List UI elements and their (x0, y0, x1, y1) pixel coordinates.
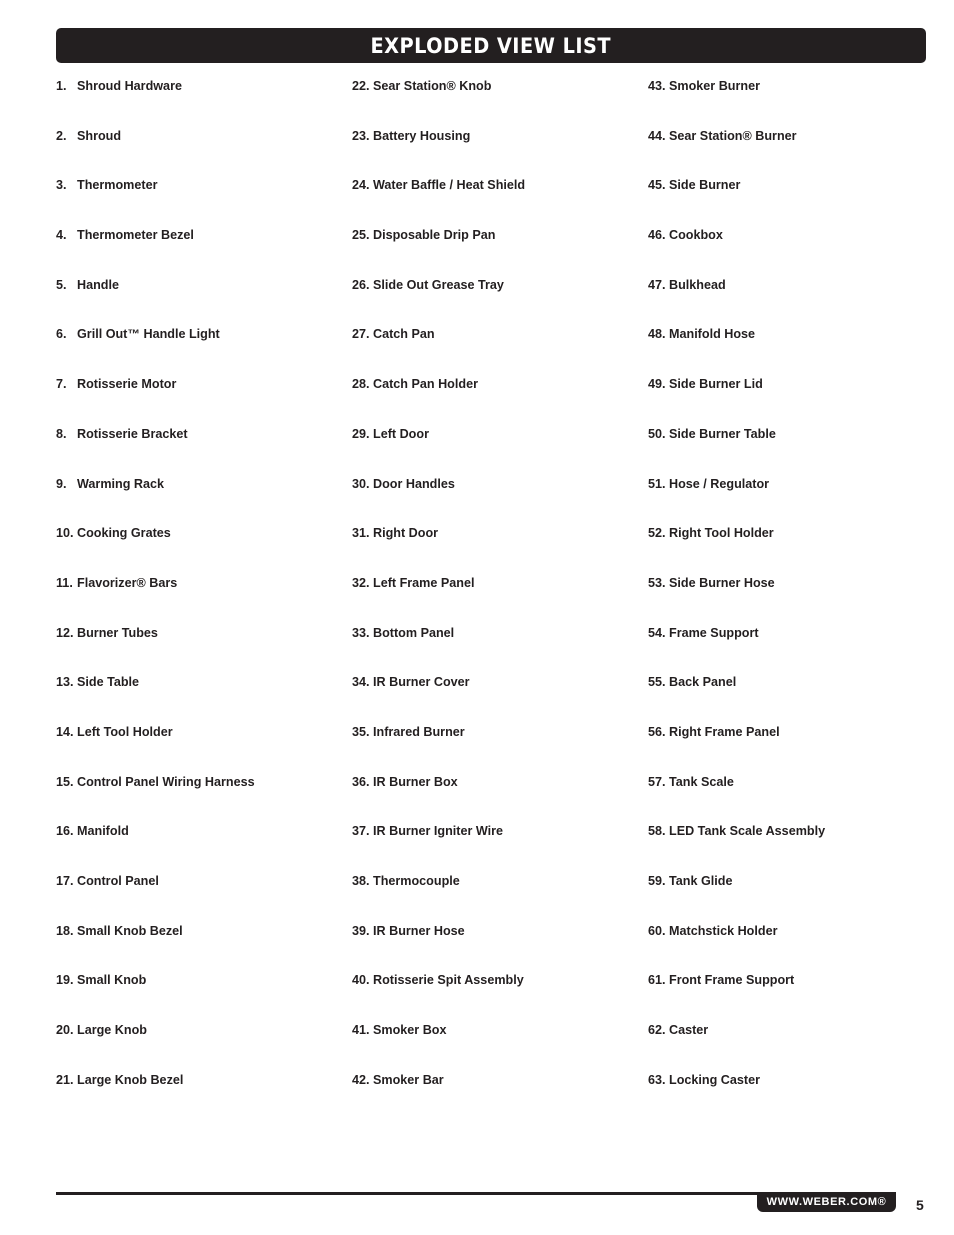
item-name: Shroud (77, 128, 122, 143)
list-item (648, 225, 938, 275)
item-number: 14. (56, 724, 74, 739)
list-item (56, 126, 346, 176)
item-number: 45. (648, 178, 666, 193)
list-item (352, 921, 642, 971)
item-name: Manifold Hose (669, 327, 756, 342)
item-number: 16. (56, 824, 74, 839)
item-name: Small Knob Bezel (77, 923, 183, 938)
list-item (352, 126, 642, 176)
item-name: Right Frame Panel (669, 724, 780, 739)
list-item (56, 1020, 346, 1070)
list-item (56, 970, 346, 1020)
item-name: Caster (669, 1023, 709, 1038)
list-item (648, 1070, 938, 1120)
item-number: 42. (352, 1072, 370, 1087)
item-name: Frame Support (669, 625, 759, 640)
list-item (648, 821, 938, 871)
item-name: Thermometer Bezel (77, 228, 194, 243)
item-number: 37. (352, 824, 370, 839)
item-name: Disposable Drip Pan (373, 228, 496, 243)
item-number: 13. (56, 675, 74, 690)
parts-column-2 (352, 76, 642, 1119)
item-name: Control Panel Wiring Harness (77, 774, 255, 789)
item-number: 15. (56, 774, 74, 789)
item-number: 47. (648, 277, 666, 292)
item-number: 6. (56, 327, 67, 342)
item-name: IR Burner Hose (373, 923, 465, 938)
list-item (648, 275, 938, 325)
list-item (352, 275, 642, 325)
list-item (352, 523, 642, 573)
list-item (56, 573, 346, 623)
item-number: 55. (648, 675, 666, 690)
item-number: 22. (352, 79, 370, 93)
item-name: Left Frame Panel (373, 575, 475, 590)
item-number: 3. (56, 178, 67, 193)
list-item (352, 1020, 642, 1070)
item-number: 48. (648, 327, 666, 342)
list-item (648, 126, 938, 176)
item-number: 59. (648, 874, 666, 888)
item-number: 43. (648, 79, 666, 93)
item-name: Bulkhead (669, 277, 726, 292)
item-number: 52. (648, 526, 666, 541)
list-item (648, 474, 938, 524)
item-name: Side Burner Table (669, 426, 776, 441)
item-number: 7. (56, 377, 67, 392)
item-number: 1. (56, 79, 67, 93)
list-item (56, 474, 346, 524)
list-item (352, 623, 642, 673)
item-number: 50. (648, 426, 666, 441)
item-name: Burner Tubes (77, 625, 158, 640)
item-name: Right Tool Holder (669, 526, 774, 541)
list-item (56, 623, 346, 673)
item-name: Water Baffle / Heat Shield (373, 178, 526, 193)
item-number: 57. (648, 774, 666, 789)
footer-url: WWW.WEBER.COM® (766, 1196, 887, 1208)
list-item (352, 175, 642, 225)
list-item (352, 970, 642, 1020)
list-item (648, 623, 938, 673)
item-name: Side Burner Hose (669, 575, 775, 590)
item-number: 49. (648, 377, 666, 392)
item-name: Large Knob Bezel (77, 1072, 184, 1087)
item-number: 61. (648, 973, 666, 988)
list-item (648, 175, 938, 225)
item-number: 35. (352, 724, 370, 739)
list-item (352, 573, 642, 623)
item-name: Hose / Regulator (669, 476, 770, 491)
list-item (648, 722, 938, 772)
item-number: 62. (648, 1023, 666, 1038)
item-number: 4. (56, 228, 67, 243)
item-number: 29. (352, 426, 370, 441)
item-name: Left Door (373, 426, 429, 441)
item-name: Side Burner (669, 178, 741, 193)
item-number: 30. (352, 476, 370, 491)
item-number: 44. (648, 128, 666, 143)
item-name: Infrared Burner (373, 724, 465, 739)
list-item (56, 76, 346, 126)
item-number: 21. (56, 1072, 74, 1087)
item-number: 11. (56, 575, 73, 590)
item-name: Locking Caster (669, 1072, 760, 1087)
item-name: Control Panel (77, 874, 159, 888)
list-item (648, 871, 938, 921)
item-number: 19. (56, 973, 74, 988)
item-name: Smoker Burner (669, 79, 760, 93)
list-item (648, 921, 938, 971)
item-name: Smoker Bar (373, 1072, 444, 1087)
item-name: Rotisserie Spit Assembly (373, 973, 524, 988)
item-number: 25. (352, 228, 370, 243)
item-number: 58. (648, 824, 666, 839)
item-name: Thermometer (77, 178, 158, 193)
item-number: 9. (56, 476, 67, 491)
parts-column-1 (56, 76, 346, 1119)
item-name: Right Door (373, 526, 439, 541)
list-item (56, 424, 346, 474)
item-name: Side Table (77, 675, 140, 690)
item-number: 36. (352, 774, 370, 789)
item-name: Small Knob (77, 973, 147, 988)
list-item (56, 871, 346, 921)
item-number: 2. (56, 128, 67, 143)
list-item (352, 324, 642, 374)
item-number: 12. (56, 625, 74, 640)
item-name: Side Burner Lid (669, 377, 763, 392)
list-item (56, 1070, 346, 1120)
list-item (56, 672, 346, 722)
item-number: 38. (352, 874, 370, 888)
item-number: 17. (56, 874, 74, 888)
item-number: 28. (352, 377, 370, 392)
item-name: Sear Station® Burner (669, 128, 797, 143)
list-item (56, 772, 346, 822)
item-number: 39. (352, 923, 370, 938)
item-number: 26. (352, 277, 370, 292)
list-item (648, 672, 938, 722)
item-name: Left Tool Holder (77, 724, 173, 739)
item-number: 10. (56, 526, 74, 541)
item-name: Slide Out Grease Tray (373, 277, 504, 292)
item-name: Door Handles (373, 476, 455, 491)
list-item (352, 76, 642, 126)
list-item (648, 76, 938, 126)
title-bar (56, 28, 926, 63)
item-name: Warming Rack (77, 476, 165, 491)
item-name: Back Panel (669, 675, 737, 690)
list-item (56, 921, 346, 971)
item-number: 40. (352, 973, 370, 988)
item-number: 33. (352, 625, 370, 640)
item-number: 41. (352, 1023, 370, 1038)
item-number: 31. (352, 526, 370, 541)
item-number: 34. (352, 675, 370, 690)
item-number: 23. (352, 128, 370, 143)
item-name: Manifold (77, 824, 129, 839)
item-number: 24. (352, 178, 370, 193)
item-name: Tank Glide (669, 874, 733, 888)
list-item (648, 772, 938, 822)
item-name: Grill Out™ Handle Light (77, 327, 220, 342)
item-name: Bottom Panel (373, 625, 455, 640)
list-item (648, 1020, 938, 1070)
list-item (56, 722, 346, 772)
item-name: LED Tank Scale Assembly (669, 824, 826, 839)
item-name: Rotisserie Motor (77, 377, 177, 392)
item-number: 32. (352, 575, 370, 590)
list-item (56, 324, 346, 374)
item-number: 5. (56, 277, 67, 292)
list-item (352, 672, 642, 722)
item-name: Cooking Grates (77, 526, 171, 541)
list-item (352, 821, 642, 871)
list-item (648, 424, 938, 474)
item-number: 8. (56, 426, 67, 441)
item-name: Thermocouple (373, 874, 460, 888)
item-number: 27. (352, 327, 370, 342)
item-number: 20. (56, 1023, 74, 1038)
item-name: Large Knob (77, 1023, 147, 1038)
item-name: Flavorizer® Bars (77, 575, 178, 590)
item-name: Sear Station® Knob (373, 79, 492, 93)
item-name: Matchstick Holder (669, 923, 778, 938)
item-number: 51. (648, 476, 666, 491)
list-item (56, 523, 346, 573)
list-item (352, 722, 642, 772)
item-name: Cookbox (669, 228, 723, 243)
footer-url-tab (757, 1192, 896, 1212)
list-item (56, 275, 346, 325)
list-item (56, 175, 346, 225)
item-name: Battery Housing (373, 128, 471, 143)
item-name: Tank Scale (669, 774, 734, 789)
list-item (648, 523, 938, 573)
item-number: 46. (648, 228, 666, 243)
list-item (352, 374, 642, 424)
parts-column-3 (648, 76, 938, 1119)
list-item (56, 374, 346, 424)
list-item (352, 871, 642, 921)
item-name: Front Frame Support (669, 973, 795, 988)
item-name: Smoker Box (373, 1023, 447, 1038)
list-item (352, 1070, 642, 1120)
list-item (648, 573, 938, 623)
list-item (648, 374, 938, 424)
item-name: Handle (77, 277, 119, 292)
list-item (648, 970, 938, 1020)
item-number: 60. (648, 923, 666, 938)
item-number: 53. (648, 575, 666, 590)
item-number: 56. (648, 724, 666, 739)
item-name: IR Burner Cover (373, 675, 470, 690)
list-item (352, 424, 642, 474)
page-title: EXPLODED VIEW LIST (370, 33, 612, 58)
item-name: IR Burner Igniter Wire (373, 824, 504, 839)
item-name: IR Burner Box (373, 774, 458, 789)
list-item (352, 474, 642, 524)
list-item (352, 225, 642, 275)
list-item (648, 324, 938, 374)
list-item (56, 821, 346, 871)
item-name: Shroud Hardware (77, 79, 182, 93)
list-item (352, 772, 642, 822)
item-number: 18. (56, 923, 74, 938)
item-number: 54. (648, 625, 666, 640)
item-number: 63. (648, 1072, 666, 1087)
item-name: Catch Pan Holder (373, 377, 478, 392)
page-number: 5 (916, 1197, 924, 1213)
list-item (56, 225, 346, 275)
item-name: Catch Pan (373, 327, 435, 342)
item-name: Rotisserie Bracket (77, 426, 188, 441)
